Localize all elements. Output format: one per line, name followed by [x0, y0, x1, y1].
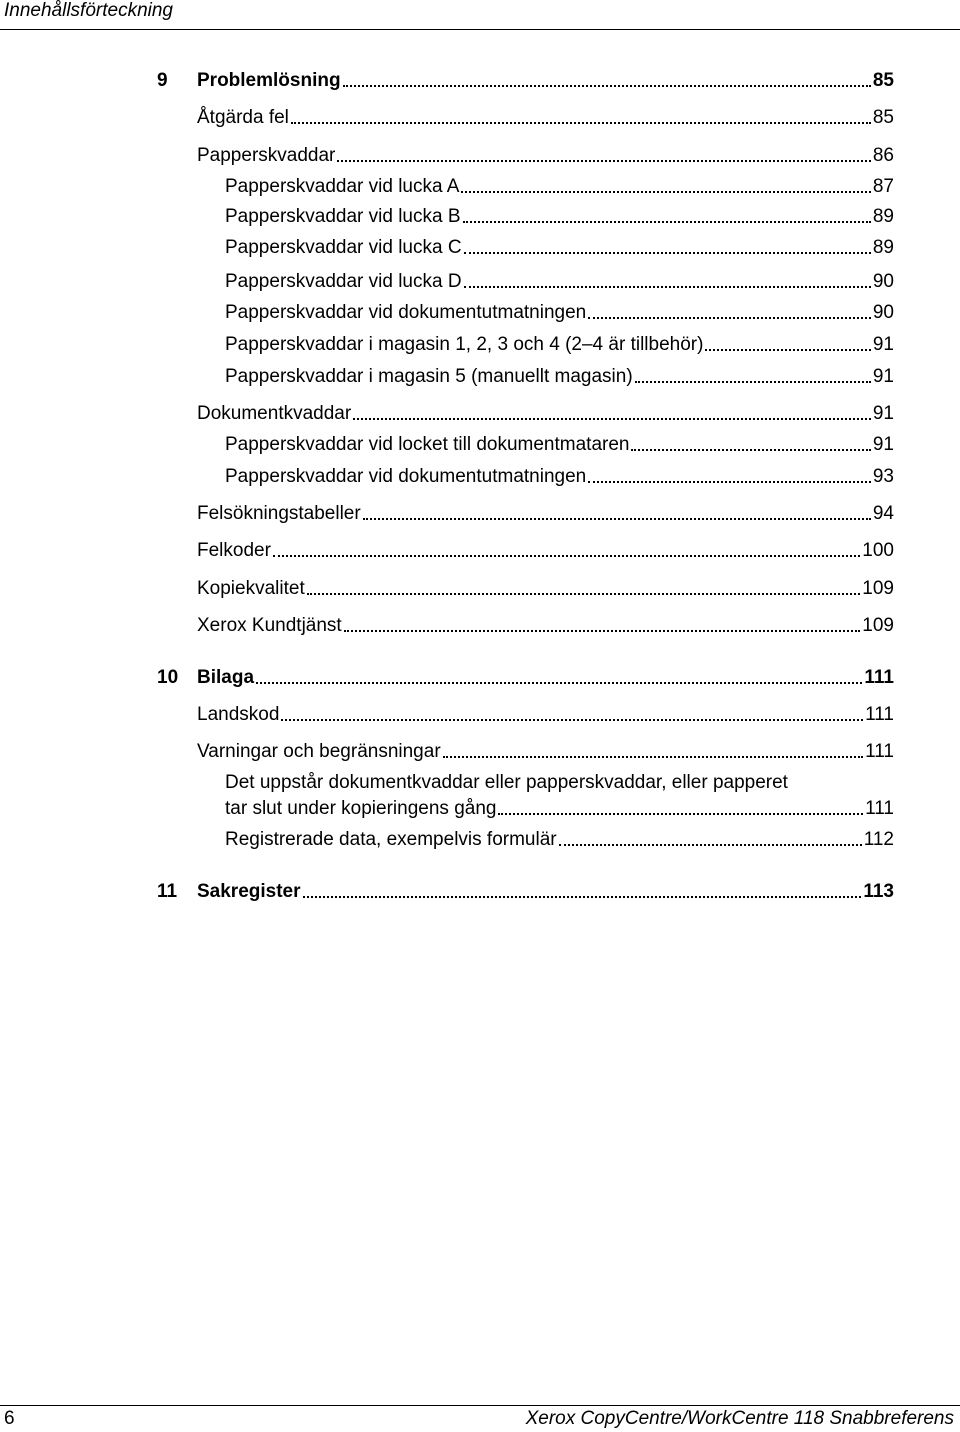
toc-entry[interactable]	[197, 578, 894, 600]
running-header: Innehållsförteckning	[4, 0, 173, 21]
dot-leader	[588, 481, 871, 483]
footer-document-title: Xerox CopyCentre/WorkCentre 118 Snabbreferens	[525, 1408, 954, 1429]
toc-subentry[interactable]	[225, 829, 894, 851]
toc-entry-title: Xerox Kundtjänst	[197, 615, 342, 636]
dot-leader	[273, 555, 860, 557]
toc-entry-title: Varningar och begränsningar	[197, 741, 441, 762]
toc-entry-title: Kopiekvalitet	[197, 578, 305, 599]
toc-subentry[interactable]	[225, 237, 894, 259]
toc-entry[interactable]	[197, 615, 894, 637]
toc-entry[interactable]	[197, 540, 894, 562]
toc-page-number: 100	[862, 540, 894, 561]
toc-page-number: 93	[872, 466, 894, 487]
dot-leader	[461, 191, 870, 193]
toc-entry[interactable]	[197, 741, 894, 763]
dot-leader	[559, 844, 862, 846]
toc-page-number: 91	[872, 366, 894, 387]
toc-entry-title: Problemlösning	[197, 70, 341, 91]
toc-page-number: 89	[872, 237, 894, 258]
dot-leader	[443, 756, 863, 758]
toc-subentry[interactable]	[225, 176, 894, 198]
header-rule	[0, 29, 960, 30]
dot-leader	[588, 317, 871, 319]
toc-entry-title: Registrerade data, exempelvis formulär	[225, 829, 557, 850]
dot-leader	[464, 286, 871, 288]
dot-leader	[635, 381, 871, 383]
toc-entry-title: Papperskvaddar	[197, 145, 336, 166]
toc-entry-title: Papperskvaddar vid lucka A	[225, 176, 460, 197]
dot-leader	[463, 221, 871, 223]
chapter-number: 11	[157, 881, 178, 902]
toc-entry[interactable]	[197, 704, 894, 726]
toc-page-number: 109	[862, 615, 894, 636]
toc-entry-title: Papperskvaddar i magasin 5 (manuellt magasin)	[225, 366, 633, 387]
toc-entry[interactable]	[197, 403, 894, 425]
toc-subentry-wrapped-line: Det uppstår dokumentkvaddar eller papperskvaddar, eller papperet	[225, 772, 788, 793]
dot-leader	[281, 719, 863, 721]
toc-entry-title: Papperskvaddar vid dokumentutmatningen	[225, 302, 587, 323]
toc-page-number: 112	[863, 829, 894, 850]
toc-page-number: 91	[872, 403, 894, 424]
toc-page-number: 109	[862, 578, 894, 599]
dot-leader	[353, 418, 871, 420]
toc-entry[interactable]	[197, 503, 894, 525]
toc-chapter-number	[157, 70, 197, 92]
toc-chapter-number	[157, 667, 197, 689]
toc-page-number: 86	[872, 145, 894, 166]
toc-entry-title: Åtgärda fel	[197, 107, 289, 128]
toc-subentry[interactable]	[225, 302, 894, 324]
dot-leader	[498, 813, 863, 815]
toc-page-number: 91	[872, 334, 894, 355]
toc-entry-title: Papperskvaddar vid lucka D	[225, 271, 462, 292]
toc-page-number: 85	[872, 107, 894, 128]
toc-page-number: 111	[865, 798, 894, 819]
toc-page-number: 87	[872, 176, 894, 197]
toc-page-number: 111	[864, 667, 894, 688]
toc-subentry[interactable]	[225, 334, 894, 356]
chapter-number: 10	[157, 667, 179, 688]
toc-entry[interactable]	[197, 107, 894, 129]
toc-entry-title: Felsökningstabeller	[197, 503, 361, 524]
dot-leader	[464, 252, 871, 254]
toc-entry-title: Papperskvaddar vid locket till dokumentmataren	[225, 434, 630, 455]
dot-leader	[631, 449, 870, 451]
toc-subentry[interactable]	[225, 434, 894, 456]
toc-page-number: 113	[863, 881, 894, 902]
toc-page-number: 90	[872, 302, 894, 323]
toc-page-number: 85	[872, 70, 894, 91]
footer-rule	[0, 1405, 960, 1406]
toc-entry-title: Papperskvaddar vid dokumentutmatningen	[225, 466, 587, 487]
toc-page-number: 111	[865, 704, 894, 725]
toc-chapter-number	[157, 881, 197, 903]
toc-page-number: 90	[872, 271, 894, 292]
toc-subentry[interactable]	[225, 466, 894, 488]
toc-entry-title: Dokumentkvaddar	[197, 403, 352, 424]
toc-page-number: 94	[872, 503, 894, 524]
dot-leader	[291, 122, 871, 124]
dot-leader	[307, 593, 861, 595]
dot-leader	[337, 160, 870, 162]
toc-page-number: 89	[872, 206, 894, 227]
toc-entry-title: Felkoder	[197, 540, 271, 561]
toc-entry-title: Landskod	[197, 704, 280, 725]
footer-page-number: 6	[4, 1408, 15, 1429]
chapter-number: 9	[157, 70, 168, 91]
toc-entry[interactable]	[197, 145, 894, 167]
dot-leader	[363, 518, 871, 520]
toc-subentry[interactable]	[225, 798, 894, 820]
dot-leader	[705, 349, 870, 351]
toc-subentry[interactable]	[225, 271, 894, 293]
toc-subentry[interactable]	[225, 206, 894, 228]
toc-chapter-entry[interactable]	[197, 70, 894, 92]
dot-leader	[303, 896, 862, 898]
toc-entry-title: Papperskvaddar i magasin 1, 2, 3 och 4 (2–4 är tillbehör)	[225, 334, 704, 355]
toc-entry-title: Sakregister	[197, 881, 301, 902]
dot-leader	[344, 630, 861, 632]
toc-chapter-entry[interactable]	[197, 667, 894, 689]
dot-leader	[256, 682, 862, 684]
toc-entry-title: tar slut under kopieringens gång	[225, 798, 497, 819]
toc-chapter-entry[interactable]	[197, 881, 894, 903]
toc-entry-title: Papperskvaddar vid lucka B	[225, 206, 461, 227]
dot-leader	[343, 85, 871, 87]
toc-page-number: 91	[872, 434, 894, 455]
toc-subentry[interactable]	[225, 366, 894, 388]
toc-page-number: 111	[865, 741, 894, 762]
toc-entry-title: Bilaga	[197, 667, 255, 688]
toc-entry-title: Papperskvaddar vid lucka C	[225, 237, 462, 258]
